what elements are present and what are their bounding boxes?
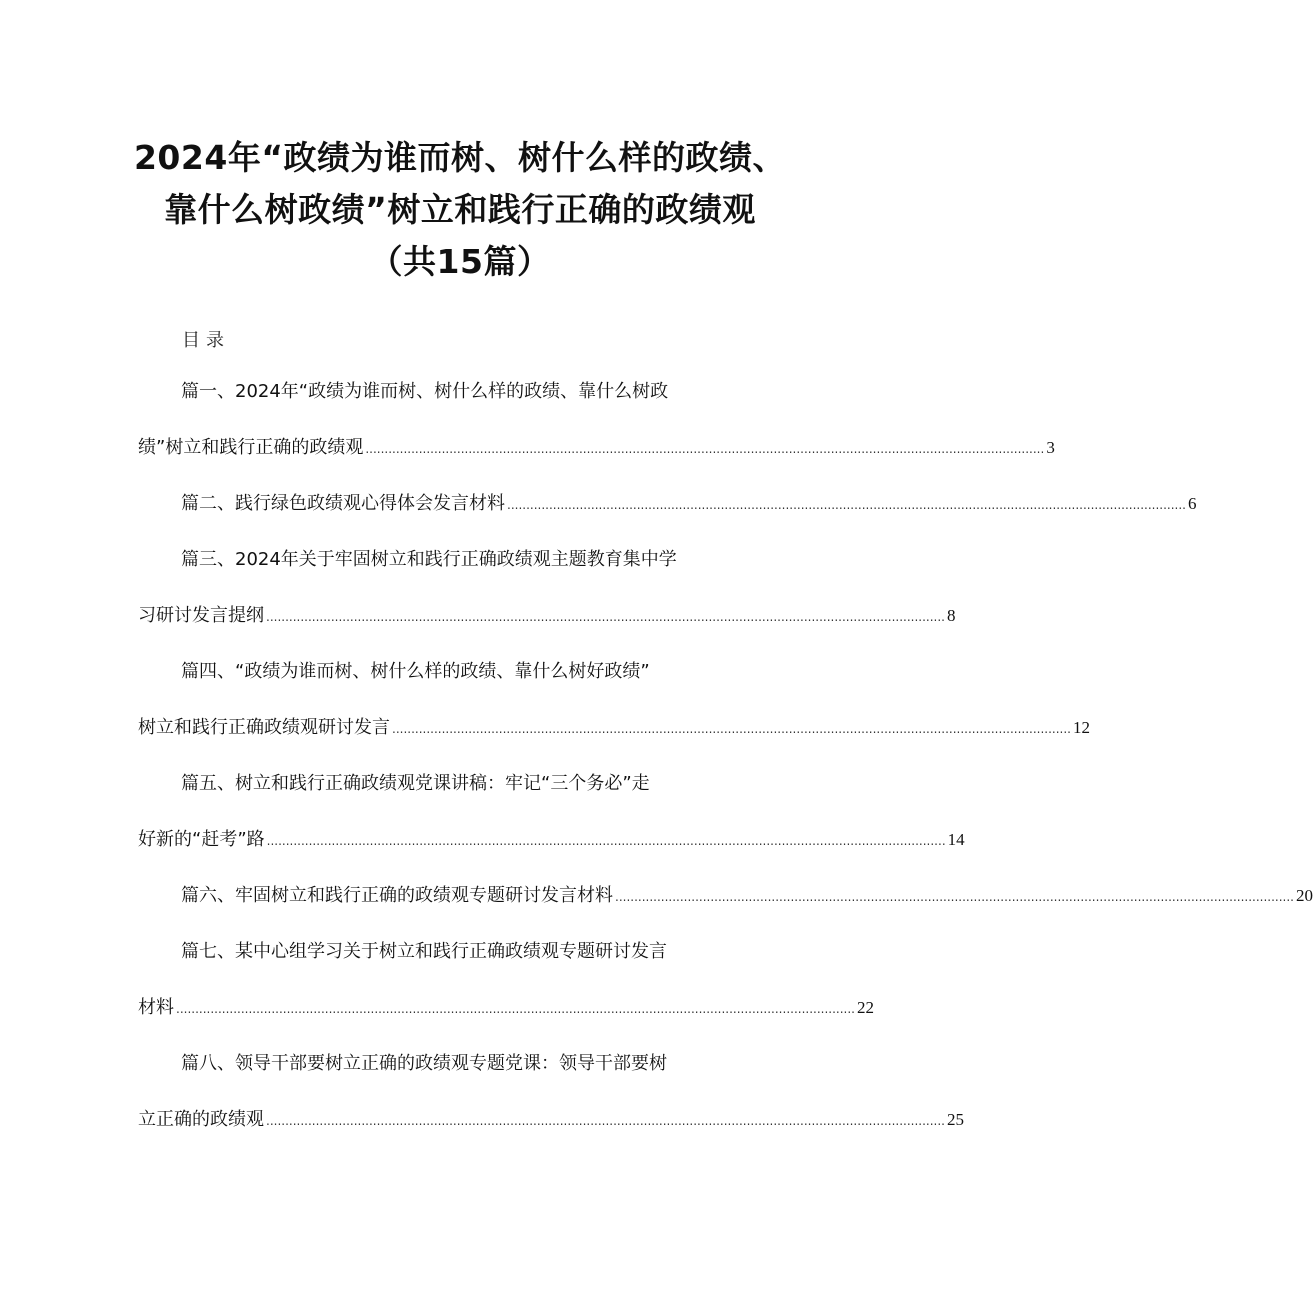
toc-entry-5-line-2[interactable] bbox=[138, 828, 965, 852]
dot-leader: .................................................................................................................................................................................. bbox=[266, 1114, 945, 1128]
toc-entry-1-text: 绩”树立和践行正确的政绩观 bbox=[138, 437, 364, 458]
dot-leader: .................................................................................................................................................................................. bbox=[365, 442, 1045, 456]
toc-entry-8-line-2[interactable] bbox=[138, 1108, 964, 1132]
title-line-3: （共15篇） bbox=[369, 242, 551, 281]
dot-leader: .................................................................................................................................................................................. bbox=[266, 610, 945, 624]
toc-entry-3-line-2[interactable] bbox=[138, 604, 956, 628]
toc-entry-7-line-1[interactable]: 篇七、某中心组学习关于树立和践行正确政绩观专题研讨发言 bbox=[181, 941, 667, 962]
toc-entry-5-line-1[interactable]: 篇五、树立和践行正确政绩观党课讲稿：牢记“三个务必”走 bbox=[181, 773, 650, 794]
toc-entry-7-text: 材料 bbox=[138, 997, 174, 1018]
toc-entry-8-page: 25 bbox=[946, 1110, 964, 1129]
toc-entry-7-page: 22 bbox=[856, 998, 874, 1017]
document-title bbox=[0, 132, 920, 288]
toc-entry-3-text: 习研讨发言提纲 bbox=[138, 605, 264, 626]
toc-entry-4-line-2[interactable] bbox=[138, 716, 1090, 740]
dot-leader: .................................................................................................................................................................................. bbox=[176, 1002, 855, 1016]
toc-heading: 目录 bbox=[182, 330, 230, 351]
dot-leader: .................................................................................................................................................................................. bbox=[615, 890, 1294, 904]
toc-entry-4-page: 12 bbox=[1072, 718, 1090, 737]
title-line-1: 2024年“政绩为谁而树、树什么样的政绩、 bbox=[133, 138, 787, 177]
toc-entry-6[interactable] bbox=[181, 884, 1313, 908]
toc-entry-8-line-1[interactable]: 篇八、领导干部要树立正确的政绩观专题党课：领导干部要树 bbox=[181, 1053, 667, 1074]
toc-entry-2-page: 6 bbox=[1187, 494, 1197, 513]
toc-entry-7-line-2[interactable] bbox=[138, 996, 874, 1020]
toc-entry-1-line-1[interactable]: 篇一、2024年“政绩为谁而树、树什么样的政绩、靠什么树政 bbox=[181, 381, 669, 402]
toc-entry-4-text: 树立和践行正确政绩观研讨发言 bbox=[138, 717, 390, 738]
toc-entry-2[interactable] bbox=[181, 492, 1197, 516]
dot-leader: .................................................................................................................................................................................. bbox=[507, 498, 1186, 512]
toc-entry-8-text: 立正确的政绩观 bbox=[138, 1109, 264, 1130]
toc-entry-1-line-2[interactable] bbox=[138, 436, 1055, 460]
toc-entry-6-page: 20 bbox=[1295, 886, 1313, 905]
toc-entry-6-text: 篇六、牢固树立和践行正确的政绩观专题研讨发言材料 bbox=[181, 885, 613, 906]
dot-leader: .................................................................................................................................................................................. bbox=[392, 722, 1071, 736]
dot-leader: .................................................................................................................................................................................. bbox=[266, 834, 946, 848]
toc-entry-3-line-1[interactable]: 篇三、2024年关于牢固树立和践行正确政绩观主题教育集中学 bbox=[181, 549, 677, 570]
toc-entry-5-page: 14 bbox=[947, 830, 965, 849]
toc-entry-2-text: 篇二、践行绿色政绩观心得体会发言材料 bbox=[181, 493, 505, 514]
toc-entry-5-text: 好新的“赶考”路 bbox=[138, 829, 265, 850]
toc-entry-3-page: 8 bbox=[946, 606, 956, 625]
title-line-2: 靠什么树政绩”树立和践行正确的政绩观 bbox=[164, 190, 756, 229]
toc-entry-4-line-1[interactable]: 篇四、“政绩为谁而树、树什么样的政绩、靠什么树好政绩” bbox=[181, 661, 650, 682]
toc-entry-1-page: 3 bbox=[1046, 438, 1055, 457]
